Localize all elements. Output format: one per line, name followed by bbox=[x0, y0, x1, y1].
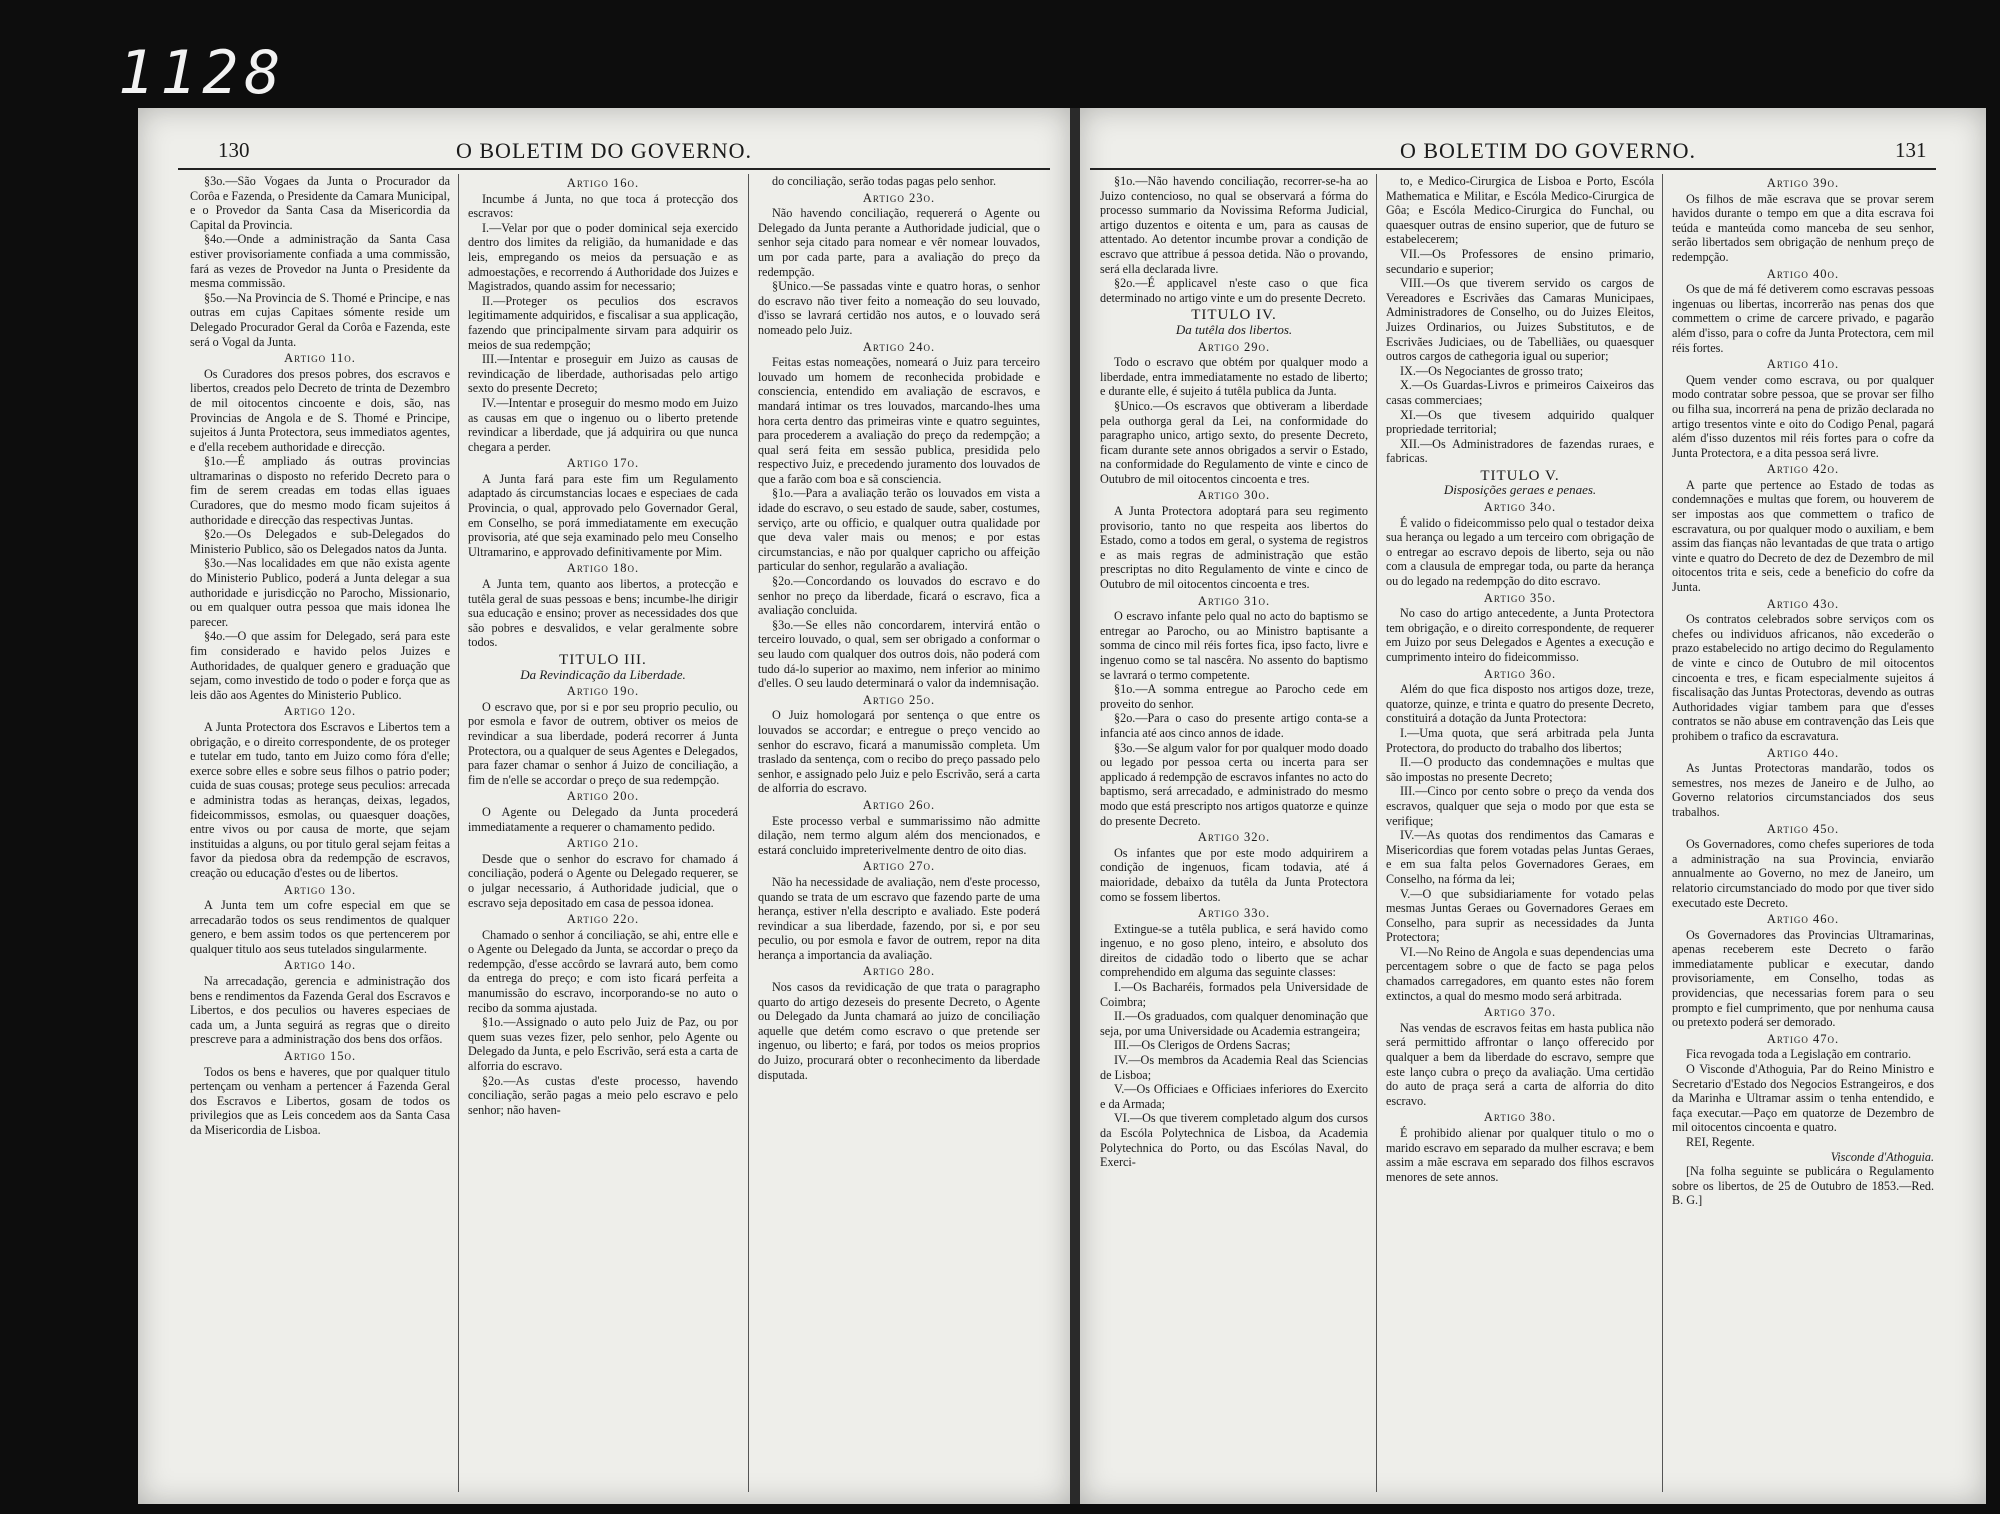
column-divider bbox=[1376, 174, 1377, 1492]
article-heading: Artigo 28o. bbox=[862, 964, 936, 979]
paragraph: I.—Uma quota, que será arbitrada pela Junta Protectora, do producto do trabalho dos libertos; bbox=[1386, 725, 1654, 755]
paragraph: VIII.—Os que tiverem servido os cargos de Vereadores e Escrivães das Camaras Municipaes, Administradores de Conselho, ou do Juizes Eleitos, Juizes Ordinarios, ou Juizes Substitutos, e de Escrivães Judiciaes, ou de Tabelliães, ou quaesquer outros cargos de cathegoria igual ou superior; bbox=[1386, 276, 1654, 364]
article-heading: Artigo 22o. bbox=[566, 912, 640, 927]
paragraph: Extingue-se a tutêla publica, e será havido como ingenuo, e no goso pleno, inteiro, e absoluto dos direitos de cidadão todo o liberto que se achar comprehendido em alguma das seguinte classes: bbox=[1100, 921, 1368, 980]
paragraph: §3o.—São Vogaes da Junta o Procurador da Corôa e Fazenda, o Presidente da Camara Municipal, e o Provedor da Santa Casa da Misericordia da Capital da Provincia. bbox=[190, 174, 450, 232]
paragraph: Este processo verbal e summarissimo não admitte dilação, nem termo algum além dos mencionados, e estará concluido impreterivelmente dentro de oito dias. bbox=[758, 813, 1040, 857]
paragraph: VII.—Os Professores de ensino primario, secundario e superior; bbox=[1386, 246, 1654, 276]
article-heading: Artigo 43o. bbox=[1766, 596, 1840, 611]
paragraph: O Juiz homologará por sentença o que entre os louvados se accordar; e entregue o preço vencido ao senhor do escravo, ficará a manumissão completa. Um traslado da sentença, com o recibo do preço passado pelo senhor, e assignado pelo Juiz e pelo Escrivão, será a carta de alforria do escravo. bbox=[758, 708, 1040, 796]
paragraph: O Agente ou Delegado da Junta procederá immediatamente a requerer o chamamento pedido. bbox=[468, 804, 738, 834]
paragraph: As Juntas Protectoras mandarão, todos os semestres, nos mezes de Janeiro e de Julho, ao Governo relatorios circumstanciados dos seus trabalhos. bbox=[1672, 761, 1934, 819]
paragraph: V.—O que subsidiariamente for votado pelas mesmas Juntas Geraes ou Governadores Geraes em Conselho, para suprir as necessidades da Junta Protectora; bbox=[1386, 886, 1654, 945]
paragraph: A Junta tem, quanto aos libertos, a protecção e tutêla geral de suas pessoas e bens; incumbe-lhe dirigir sua educação e ensino; prover as necessidades dos que são pobres e desvalidos, e velar geralmente sobre todos. bbox=[468, 577, 738, 650]
article-heading: Artigo 41o. bbox=[1766, 357, 1840, 372]
left-column-3 bbox=[758, 174, 1040, 1492]
paragraph: O escravo que, por si e por seu proprio peculio, ou por esmola e favor de outrem, obtiver os meios de revindicar a sua liberdade, poderá recorrer á Junta Protectora, ou a qualquer de seus Agentes e Delegados, para fazer chamar o senhor á Juizo de conciliação, a fim de n'elle se accordar o preço de sua redempção. bbox=[468, 699, 738, 787]
paragraph: §2o.—As custas d'este processo, havendo conciliação, serão pagas a meio pelo escravo e pelo senhor; não haven- bbox=[468, 1073, 738, 1117]
paragraph: A parte que pertence ao Estado de todas as condemnações e multas que forem, ou houverem de ser impostas aos que commettem o trafico de escravatura, ou por qualquer modo o auxiliam, e bem assim das fianças não levantadas de que trata o artigo vinte e quatro do Decreto de dez de Dezembro de mil oitocentos trita e seis, cede a beneficio do cofre da Junta. bbox=[1672, 477, 1934, 595]
left-page-number: 130 bbox=[218, 138, 250, 162]
paragraph: Incumbe á Junta, no que toca á protecção dos escravos: bbox=[468, 191, 738, 221]
paragraph: Os contratos celebrados sobre serviços com os chefes ou individuos africanos, não excederão o prazo estabelecido no artigo decimo do Regulamento de vinte e cinco de Outubro de mil oitocentos cincoenta e tres, e ficam especialmente sujeitos á fiscalisação das Juntas Protectoras, devendo as outras Authoridades vigiar tambem para que d'esses contratos se não abuse em contravenção das Leis que prohibem o trafico da escravatura. bbox=[1672, 612, 1934, 743]
section-title: TITULO V. bbox=[1480, 467, 1560, 484]
article-heading: Artigo 27o. bbox=[862, 859, 936, 874]
left-column-1 bbox=[190, 174, 450, 1492]
paragraph: III.—Cinco por cento sobre o preço da venda dos escravos, qualquer que seja o modo por que esta se verifique; bbox=[1386, 784, 1654, 828]
paragraph: §5o.—Na Provincia de S. Thomé e Principe, e nas outras em cujas Capitaes sómente reside um Delegado Procurador Geral da Corôa e Fazenda, este será o Vogal da Junta. bbox=[190, 290, 450, 349]
paragraph: §Unico.—Os escravos que obtiveram a liberdade pela outhorga geral da Lei, na conformidade do paragrapho unico, artigo sexto, do presente Decreto, ficam durante sete annos obrigados a servir o Estado, na conformidade do Regulamento de vinte e cinco de Outubro de mil oitocentos cincoenta e tres. bbox=[1100, 398, 1368, 486]
paragraph: [Na folha seguinte se publicára o Regulamento sobre os libertos, de 25 de Outubro de 1853.—Red. B. G.] bbox=[1672, 1164, 1934, 1208]
right-page-number: 131 bbox=[1895, 138, 1927, 162]
paragraph: §4o.—O que assim for Delegado, será para este fim considerado e havido pelos Juizes e Authoridades, de qualquer genero e graduação que sejam, como investido de todo o poder e força que as leis dão aos Agentes do Ministerio Publico. bbox=[190, 629, 450, 702]
section-subtitle: Da Revindicação da Liberdade. bbox=[520, 666, 686, 682]
paragraph: Os Curadores dos presos pobres, dos escravos e libertos, creados pelo Decreto de trinta de Dezembro de mil oitocentos cincoente e dois, são, nas Provincias de Angola e de S. Thomé e Principe, sujeitos á Junta Protectora, seus immediatos agentes, e d'ella recebem authoridade e direcção. bbox=[190, 366, 450, 454]
right-page-header bbox=[1080, 130, 1986, 170]
column-divider bbox=[458, 174, 459, 1492]
paragraph: §2o.—É applicavel n'este caso o que fica determinado no artigo vinte e um do presente Decreto. bbox=[1100, 276, 1368, 305]
paragraph: §1o.—Para a avaliação terão os louvados em vista a idade do escravo, o seu estado de saude, saber, costumes, serviço, arte ou officio, e qualquer outra qualidade por que deva valer mais ou menos; e por estas circumstancias, e não por qualquer capricho ou affeição particular do senhor, regularão a avaliação. bbox=[758, 486, 1040, 574]
article-heading: Artigo 11o. bbox=[284, 351, 356, 366]
article-heading: Artigo 25o. bbox=[862, 692, 936, 707]
article-heading: Artigo 32o. bbox=[1197, 830, 1271, 845]
paragraph: Os filhos de mãe escrava que se provar serem havidos durante o tempo em que a dita escrava foi teúda e manteúda como manceba de seu senhor, serão libertados sem obrigação de nenhum preço de redempção. bbox=[1672, 191, 1934, 264]
article-heading: Artigo 33o. bbox=[1197, 906, 1271, 921]
paragraph: §Unico.—Se passadas vinte e quatro horas, o senhor do escravo não tiver feito a nomeação do seu louvado, d'isso se lavrará certidão nos autos, e o louvado será nomeado pelo Juiz. bbox=[758, 279, 1040, 337]
paragraph: §1o.—Não havendo conciliação, recorrer-se-ha ao Juizo contencioso, no qual se observará a fórma do processo summario da Novissima Reforma Judicial, artigo duzentos e oitenta e um, para as causas de attentado. Ao detentor incumbe provar a condição de escravo que attribue á pessoa detida. Não o provando, será ella declarada livre. bbox=[1100, 174, 1368, 276]
right-column-2 bbox=[1386, 174, 1654, 1492]
paragraph: REI, Regente. bbox=[1686, 1135, 1755, 1149]
paragraph: Fica revogada toda a Legislação em contrario. bbox=[1686, 1047, 1912, 1062]
article-heading: Artigo 34o. bbox=[1483, 500, 1557, 515]
article-heading: Artigo 30o. bbox=[1197, 488, 1271, 503]
paragraph: X.—Os Guardas-Livros e primeiros Caixeiros das casas commerciaes; bbox=[1386, 378, 1654, 407]
paragraph: O escravo infante pelo qual no acto do baptismo se entregar ao Parocho, ou ao Ministro baptisante a somma de cinco mil réis fortes fica, ipso facto, livre e ingenuo como se tal nascêra. No assento do baptismo se lavrará o termo competente. bbox=[1100, 609, 1368, 682]
paragraph: Os que de má fé detiverem como escravas pessoas ingenuas ou libertas, incorrerão nas penas dos que commettem o crime de carcere privado, e pagarão além d'isso, para o cofre da Junta Protectora, cem mil réis fortes. bbox=[1672, 282, 1934, 355]
paragraph: Todos os bens e haveres, que por qualquer titulo pertençam ou venham a pertencer á Fazenda Geral dos Escravos e Libertos, gosam de todos os privilegios que as Leis concedem aos da Santa Casa da Misericordia de Lisboa. bbox=[190, 1064, 450, 1137]
paragraph: II.—O producto das condemnações e multas que são impostas no presente Decreto; bbox=[1386, 755, 1654, 784]
paragraph: VI.—Os que tiverem completado algum dos cursos da Escóla Polytechnica de Lisboa, da Academia Polytechnica do Porto, ou das Escólas Naval, do Exerci- bbox=[1100, 1111, 1368, 1170]
article-heading: Artigo 19o. bbox=[566, 684, 640, 699]
paragraph: Chamado o senhor á conciliação, se ahi, entre elle e o Agente ou Delegado da Junta, se accordar o preço da redempção, d'esse accôrdo se lavrará auto, bem como da entrega do preço; e com isto ficará perfeita a manumissão do escravo, incorporando-se no auto o recibo da somma ajustada. bbox=[468, 927, 738, 1015]
paragraph: IX.—Os Negociantes de grosso trato; bbox=[1400, 363, 1584, 378]
paragraph: Os Governadores das Provincias Ultramarinas, apenas receberem este Decreto o farão immediatamente publicar e executar, dando provisoriamente, em Conselho, todas as providencias, que necessarias forem para o seu prompto e fiel cumprimento, que por nenhuma causa ou pretexto poderá ser demorado. bbox=[1672, 927, 1934, 1030]
paragraph: I.—Os Bacharéis, formados pela Universidade de Coimbra; bbox=[1100, 980, 1368, 1009]
section-subtitle: Da tutêla dos libertos. bbox=[1175, 321, 1293, 337]
paragraph: Além do que fica disposto nos artigos doze, treze, quatorze, quinze, e trinta e quatro do presente Decreto, constituirá a dotação da Junta Protectora: bbox=[1386, 682, 1654, 726]
article-heading: Artigo 46o. bbox=[1766, 912, 1840, 927]
article-heading: Artigo 14o. bbox=[283, 958, 357, 973]
article-heading: Artigo 36o. bbox=[1483, 666, 1557, 681]
paragraph: A Junta Protectora adoptará para seu regimento provisorio, tanto no que respeita aos libertos do Estado, como a todos em geral, o systema de registros e as mais regras de administração que estão prescriptas no dito Regulamento de vinte e cinco de Outubro de mil oitocentos cincoenta e tres. bbox=[1100, 504, 1368, 592]
article-heading: Artigo 44o. bbox=[1766, 745, 1840, 760]
article-heading: Artigo 29o. bbox=[1197, 339, 1271, 354]
left-header-rule bbox=[178, 168, 1050, 170]
right-page-title: O BOLETIM DO GOVERNO. bbox=[1400, 138, 1696, 163]
left-page-header bbox=[138, 130, 1070, 170]
paragraph: A Junta fará para este fim um Regulamento adaptado ás circumstancias locaes e especiaes de cada Provincia, o qual, approvado pelo Governador Geral, em Conselho, se porá immediatamente em execução provisoria, até que seja examinado pelo meu Conselho Ultramarino, e approvado definitivamente por Mim. bbox=[468, 471, 738, 559]
paragraph: IV.—Intentar e proseguir do mesmo modo em Juizo as causas em que o ingenuo ou o liberto pretende revindicar a liberdade, que já adquirira ou que nunca chegara a perder. bbox=[468, 395, 738, 454]
paragraph: §2o.—Concordando os louvados do escravo e do senhor no preço da liberdade, ficará o escravo, fica a avaliação concluida. bbox=[758, 574, 1040, 618]
article-heading: Artigo 31o. bbox=[1197, 593, 1271, 608]
paragraph: IV.—As quotas dos rendimentos das Camaras e Misericordias que forem votadas pelas Juntas Geraes, e em sua falta pelos Governadores Geraes, em Conselho, na fórma da lei; bbox=[1386, 828, 1654, 886]
paragraph: V.—Os Officiaes e Officiaes inferiores do Exercito e da Armada; bbox=[1100, 1082, 1368, 1111]
article-heading: Artigo 37o. bbox=[1483, 1005, 1557, 1020]
section-title: TITULO III. bbox=[559, 652, 647, 668]
article-heading: Artigo 42o. bbox=[1766, 462, 1840, 477]
paragraph: §1o.—É ampliado ás outras provincias ultramarinas o disposto no referido Decreto para o fim de serem creadas em todas ellas iguaes Curadores, que do mesmo modo ficam sujeitos á authoridade e direcção das respectivas Juntas. bbox=[190, 454, 450, 527]
right-header-rule bbox=[1090, 168, 1936, 170]
article-heading: Artigo 17o. bbox=[566, 456, 640, 471]
paragraph: Quem vender como escrava, ou por qualquer modo contratar sobre pessoa, que se provar ser filho ou filha sua, incorrerá na pena de prizão declarada no artigo tresentos vinte e oito do Codigo Penal, pagará além d'isso duzentos mil réis fortes para o cofre da Junta Protectora, e a dita pessoa será livre. bbox=[1672, 372, 1934, 460]
paragraph: A Junta tem um cofre especial em que se arrecadarão todos os seus rendimentos de qualquer genero, e bem assim todos os que pertencerem por qualquer titulo aos seus tutelados singularmente. bbox=[190, 898, 450, 956]
article-heading: Artigo 23o. bbox=[862, 190, 936, 205]
archive-number-stamp: 1128 bbox=[118, 38, 287, 108]
article-heading: Artigo 24o. bbox=[862, 339, 936, 354]
article-heading: Artigo 20o. bbox=[566, 789, 640, 804]
paragraph: Não havendo conciliação, requererá o Agente ou Delegado da Junta perante a Authoridade judicial, que o senhor seja citado para nomear e vêr nomear louvados, um por cada parte, para a avaliação do preço da redempção. bbox=[758, 206, 1040, 279]
paragraph: III.—Intentar e proseguir em Juizo as causas de revindicação de liberdade, authorisadas pelo artigo sexto do presente Decreto; bbox=[468, 352, 738, 396]
section-subtitle: Disposições geraes e penaes. bbox=[1443, 482, 1597, 498]
paragraph: É prohibido alienar por qualquer titulo o mo o marido escravo em separado da mulher escrava; e bem assim a mãe escrava em separado dos filhos escravos menores de sete annos. bbox=[1386, 1126, 1654, 1184]
paragraph: IV.—Os membros da Academia Real das Sciencias de Lisboa; bbox=[1100, 1053, 1368, 1082]
paragraph: Os infantes que por este modo adquirirem a condição de ingenuos, ficam todavia, até á maioridade, debaixo da tutêla da Junta Protectora como se fossem libertos. bbox=[1100, 845, 1368, 904]
paragraph: §4o.—Onde a administração da Santa Casa estiver provisoriamente confiada a uma commissão, fará as vezes de Provedor na Junta o Presidente da mesma commissão. bbox=[190, 232, 450, 291]
paragraph: II.—Proteger os peculios dos escravos legitimamente adquiridos, e fiscalisar a sua applicação, fazendo que principalmente sirvam para adquirir os meios de sua redempção; bbox=[468, 293, 738, 352]
column-divider bbox=[748, 174, 749, 1492]
article-heading: Artigo 13o. bbox=[283, 882, 357, 897]
paragraph: Feitas estas nomeações, nomeará o Juiz para terceiro louvado um homem de reconhecida probidade e consciencia, entendido em avaliação de escravos, e mandará intimar os tres louvados, marcando-lhes uma hora certa dentro das primeiras vinte e quatro seguintes, para procederem a avaliação do preço da redempção; a qual será feita em sessão publica, presidida pelo respectivo Juiz, e precedendo juramento dos louvados de que a farão com boa e sã consciencia. bbox=[758, 355, 1040, 486]
article-heading: Artigo 40o. bbox=[1766, 266, 1840, 281]
paragraph: O Visconde d'Athoguia, Par do Reino Ministro e Secretario d'Estado dos Negocios Estrangeiros, e dos da Marinha e Ultramar assim o tenha entendido, e faça executar.—Paço em quatorze de Dezembro de mil oitocentos cincoenta e quatro. bbox=[1672, 1062, 1934, 1135]
article-heading: Artigo 18o. bbox=[566, 561, 640, 576]
article-heading: Artigo 16o. bbox=[566, 176, 640, 190]
article-heading: Artigo 21o. bbox=[566, 836, 640, 851]
paragraph: do conciliação, serão todas pagas pelo senhor. bbox=[772, 174, 997, 188]
paragraph: XII.—Os Administradores de fazendas ruraes, e fabricas. bbox=[1386, 436, 1654, 466]
right-page bbox=[1080, 108, 1986, 1504]
paragraph: III.—Os Clerigos de Ordens Sacras; bbox=[1114, 1038, 1291, 1053]
paragraph: Todo o escravo que obtém por qualquer modo a liberdade, entra immediatamente no estado de liberto; e durante elle, é sujeito á tutêla publica da Junta. bbox=[1100, 355, 1368, 399]
right-column-3 bbox=[1672, 174, 1934, 1492]
paragraph: A Junta Protectora dos Escravos e Libertos tem a obrigação, e o direito correspondente, de os proteger e tutelar em tudo, tanto em Juizo como fóra d'elle; exerce sobre elles e sobre seus filhos o patrio poder; cuida de suas cousas; protege seus peculios: arrecada e administra todas as heranças, deixas, legados, fideicommissos, esmolas, ou quaesquer doações, entre vivos ou por causa de morte, que sejam instituidas a alguns, ou por titulo geral sejam feitas a favor da piedosa obra da redempção de escravos, creação ou educação d'estes ou de libertos. bbox=[190, 719, 450, 880]
paragraph: XI.—Os que tivesem adquirido qualquer propriedade territorial; bbox=[1386, 407, 1654, 437]
article-heading: Artigo 47o. bbox=[1766, 1031, 1840, 1046]
left-page bbox=[138, 108, 1070, 1504]
paragraph: II.—Os graduados, com qualquer denominação que seja, por uma Universidade ou Academia estrangeira; bbox=[1100, 1009, 1368, 1038]
paragraph: É valido o fideicommisso pelo qual o testador deixa sua herança ou legado a um terceiro com obrigação de o entregar ao escravo depois de liberto, seja ou não com a clausula de empregar toda, ou parte da herança ou do legado na redempção do dito escravo. bbox=[1386, 515, 1654, 589]
article-heading: Artigo 35o. bbox=[1483, 590, 1557, 605]
left-column-2 bbox=[468, 174, 738, 1492]
left-page-title: O BOLETIM DO GOVERNO. bbox=[456, 138, 752, 163]
paragraph: §2o.—Para o caso do presente artigo conta-se a infancia até aos cinco annos de idade. bbox=[1100, 711, 1368, 740]
section-title: TITULO IV. bbox=[1191, 307, 1277, 324]
paragraph: Nos casos da revidicação de que trata o paragrapho quarto do artigo dezeseis do presente Decreto, o Agente ou Delegado da Junta chamará ao juizo de conciliação aquelle que detém como escravo o que pretende ser ingenuo, ou liberto; e fará, por todos os meios proprios do Juizo, procurará obter o reconhecimento da liberdade disputada. bbox=[758, 980, 1040, 1082]
paragraph: §3o.—Se elles não concordarem, intervirá então o terceiro louvado, o qual, sem ser obrigado a conformar o seu laudo com qualquer dos outros dois, não poderá com tudo dá-lo superior ao maximo, nem inferior ao minimo d'elles. O seu laudo determinará o valor da indemnisação. bbox=[758, 617, 1040, 691]
paragraph: §2o.—Os Delegados e sub-Delegados do Ministerio Publico, são os Delegados natos da Junta. bbox=[190, 527, 450, 556]
right-column-1 bbox=[1100, 174, 1368, 1492]
paragraph: No caso do artigo antecedente, a Junta Protectora tem obrigação, e o direito correspondente, de requerer em Juizo por seus Delegados e Agentes a execução e cumprimento inteiro do fideicommisso. bbox=[1386, 606, 1654, 664]
page-gutter bbox=[1070, 108, 1080, 1504]
article-heading: Artigo 39o. bbox=[1766, 176, 1840, 190]
paragraph: §1o.—A somma entregue ao Parocho cede em proveito do senhor. bbox=[1100, 682, 1368, 711]
article-heading: Artigo 38o. bbox=[1483, 1110, 1557, 1125]
article-heading: Artigo 12o. bbox=[283, 704, 357, 719]
paragraph: Não ha necessidade de avaliação, nem d'este processo, quando se trata de um escravo que fazendo parte de uma herança, estiver n'ella descripto e avaliado. Este poderá revindicar a sua liberdade, fazendo, por si, e por seu peculio, ou por esmola e favor de outrem, repor na dita herança a importancia da avaliação. bbox=[758, 874, 1040, 962]
column-divider bbox=[1662, 174, 1663, 1492]
paragraph: §3o.—Nas localidades em que não exista agente do Ministerio Publico, poderá a Junta delegar a sua authoridade e jurisdicção no Parocho, Missionario, ou em qualquer outra pessoa que mais idonea lhe parecer. bbox=[190, 556, 450, 629]
paragraph: VI.—No Reino de Angola e suas dependencias uma percentagem sobre o que de facto se paga pelos chamados carregadores, em quanto estes não forem extinctos, a qual do mesmo modo será arbitrada. bbox=[1386, 944, 1654, 1003]
article-heading: Artigo 15o. bbox=[283, 1049, 357, 1064]
article-heading: Artigo 45o. bbox=[1766, 821, 1840, 836]
paragraph: Desde que o senhor do escravo for chamado á conciliação, poderá o Agente ou Delegado requerer, se o julgar necessario, á Authoridade judicial, que o escravo seja depositado em casa de pessoa idonea. bbox=[468, 851, 738, 910]
article-heading: Artigo 26o. bbox=[862, 797, 936, 812]
paragraph: §3o.—Se algum valor for por qualquer modo doado ou legado por pessoa certa ou incerta para ser applicado á redempção de escravos infantes no acto do baptismo, será arrecadado, e administrado do mesmo modo que está prescripto nos artigos quatorze e quinze do presente Decreto. bbox=[1100, 740, 1368, 828]
paragraph: §1o.—Assignado o auto pelo Juiz de Paz, ou por quem suas vezes fizer, pelo senhor, pelo Agente ou Delegado da Junta, e pelo Escrivão, será esta a carta de alforria do escravo. bbox=[468, 1015, 738, 1074]
paragraph: Os Governadores, como chefes superiores de toda a administração na sua Provincia, enviarão annualmente ao Governo, no mez de Janeiro, um relatorio circumstanciado do modo por que tiver sido executado este Decreto. bbox=[1672, 837, 1934, 910]
paragraph: I.—Velar por que o poder dominical seja exercido dentro dos limites da religião, da humanidade e das leis, empregando os meios da persuação e as admoestações, e recorrendo á Authoridade dos Juizes e Magistrados, quando assim for necessario; bbox=[468, 220, 738, 294]
paragraph: to, e Medico-Cirurgica de Lisboa e Porto, Escóla Mathematica e Militar, e Escóla Medico-Cirurgica de Gôa; e Escóla Medico-Cirurgica do Funchal, ou quaesquer outras de ensino superior, que de futuro se estabelecerem; bbox=[1386, 174, 1654, 247]
paragraph: Nas vendas de escravos feitas em hasta publica não será permittido affrontar o lanço offerecido por qualquer a bem da liberdade do escravo, sempre que este lanço cubra o preço da avaliação. Uma certidão do auto de praça será a carta de alforria do dito escravo. bbox=[1386, 1020, 1654, 1108]
paragraph: Na arrecadação, gerencia e administração dos bens e rendimentos da Fazenda Geral dos Escravos e Libertos, e dos peculios ou haveres especiaes de cada um, a Junta seguirá as regras que o direito prescreve para a administração dos bens dos orfãos. bbox=[190, 974, 450, 1047]
signature: Visconde d'Athoguia. bbox=[1830, 1149, 1934, 1164]
